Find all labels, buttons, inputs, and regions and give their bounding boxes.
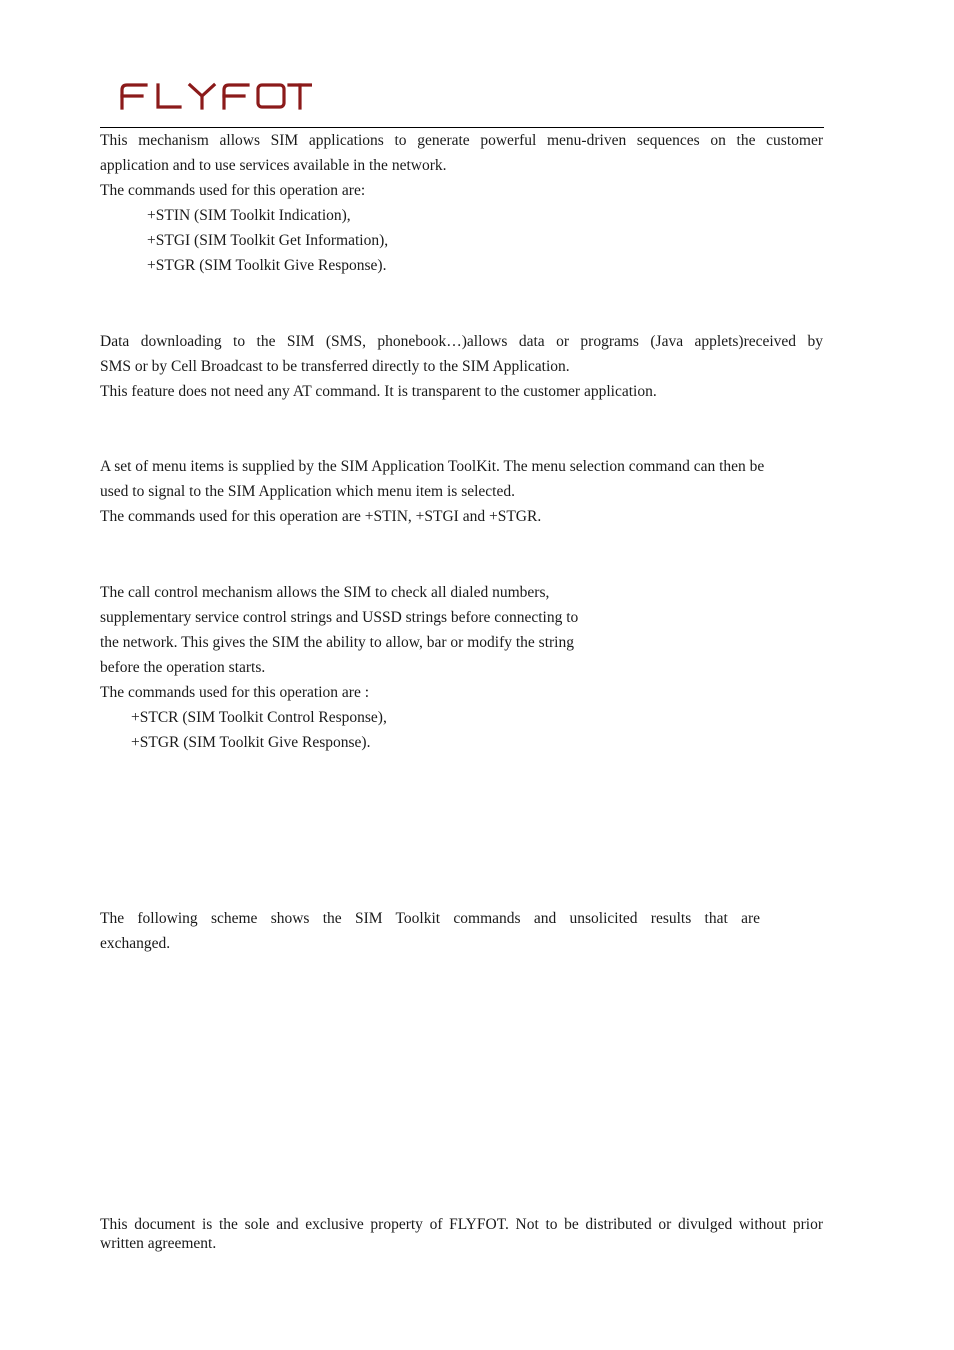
call-control-para-line-2: supplementary service control strings and USSD strings before connecting to <box>100 609 579 626</box>
command-stin: +STIN (SIM Toolkit Indication), <box>147 207 351 224</box>
command-stgr-call-control: +STGR (SIM Toolkit Give Response). <box>131 734 371 751</box>
menu-selection-para-line-2: used to signal to the SIM Application which menu item is selected. <box>100 483 515 500</box>
scheme-para-line-2: exchanged. <box>100 935 171 952</box>
call-control-commands-intro: The commands used for this operation are : <box>100 684 370 701</box>
menu-driven-commands-intro: The commands used for this operation are: <box>100 182 366 199</box>
call-control-para-line-1: The call control mechanism allows the SIM to check all dialed numbers, <box>100 584 550 601</box>
data-download-para-line-2: SMS or by Cell Broadcast to be transferred directly to the SIM Application. <box>100 358 570 375</box>
menu-driven-para-line-1: This mechanism allows SIM applications to generate powerful menu-driven sequences on the customer <box>100 132 823 149</box>
command-stgr: +STGR (SIM Toolkit Give Response). <box>147 257 387 274</box>
flyfot-logo <box>120 82 312 110</box>
menu-driven-para-line-2: application and to use services available in the network. <box>100 157 447 174</box>
header-rule <box>100 127 824 128</box>
call-control-para-line-3: the network. This gives the SIM the ability to allow, bar or modify the string <box>100 634 574 651</box>
data-download-para-line-1: Data downloading to the SIM (SMS, phonebook…)allows data or programs (Java applets)received by <box>100 333 823 350</box>
footer-disclaimer: This document is the sole and exclusive property of FLYFOT. Not to be distributed or divulged without prior written agreement. <box>100 1216 823 1252</box>
call-control-para-line-4: before the operation starts. <box>100 659 266 676</box>
command-stcr: +STCR (SIM Toolkit Control Response), <box>131 709 387 726</box>
menu-selection-para-line-1: A set of menu items is supplied by the SIM Application ToolKit. The menu selection command can then be <box>100 458 765 475</box>
scheme-para-line-1: The following scheme shows the SIM Toolkit commands and unsolicited results that are <box>100 910 760 927</box>
data-download-para-2: This feature does not need any AT command. It is transparent to the customer application. <box>100 383 657 400</box>
menu-selection-para-2: The commands used for this operation are +STIN, +STGI and +STGR. <box>100 508 542 525</box>
command-stgi: +STGI (SIM Toolkit Get Information), <box>147 232 389 249</box>
